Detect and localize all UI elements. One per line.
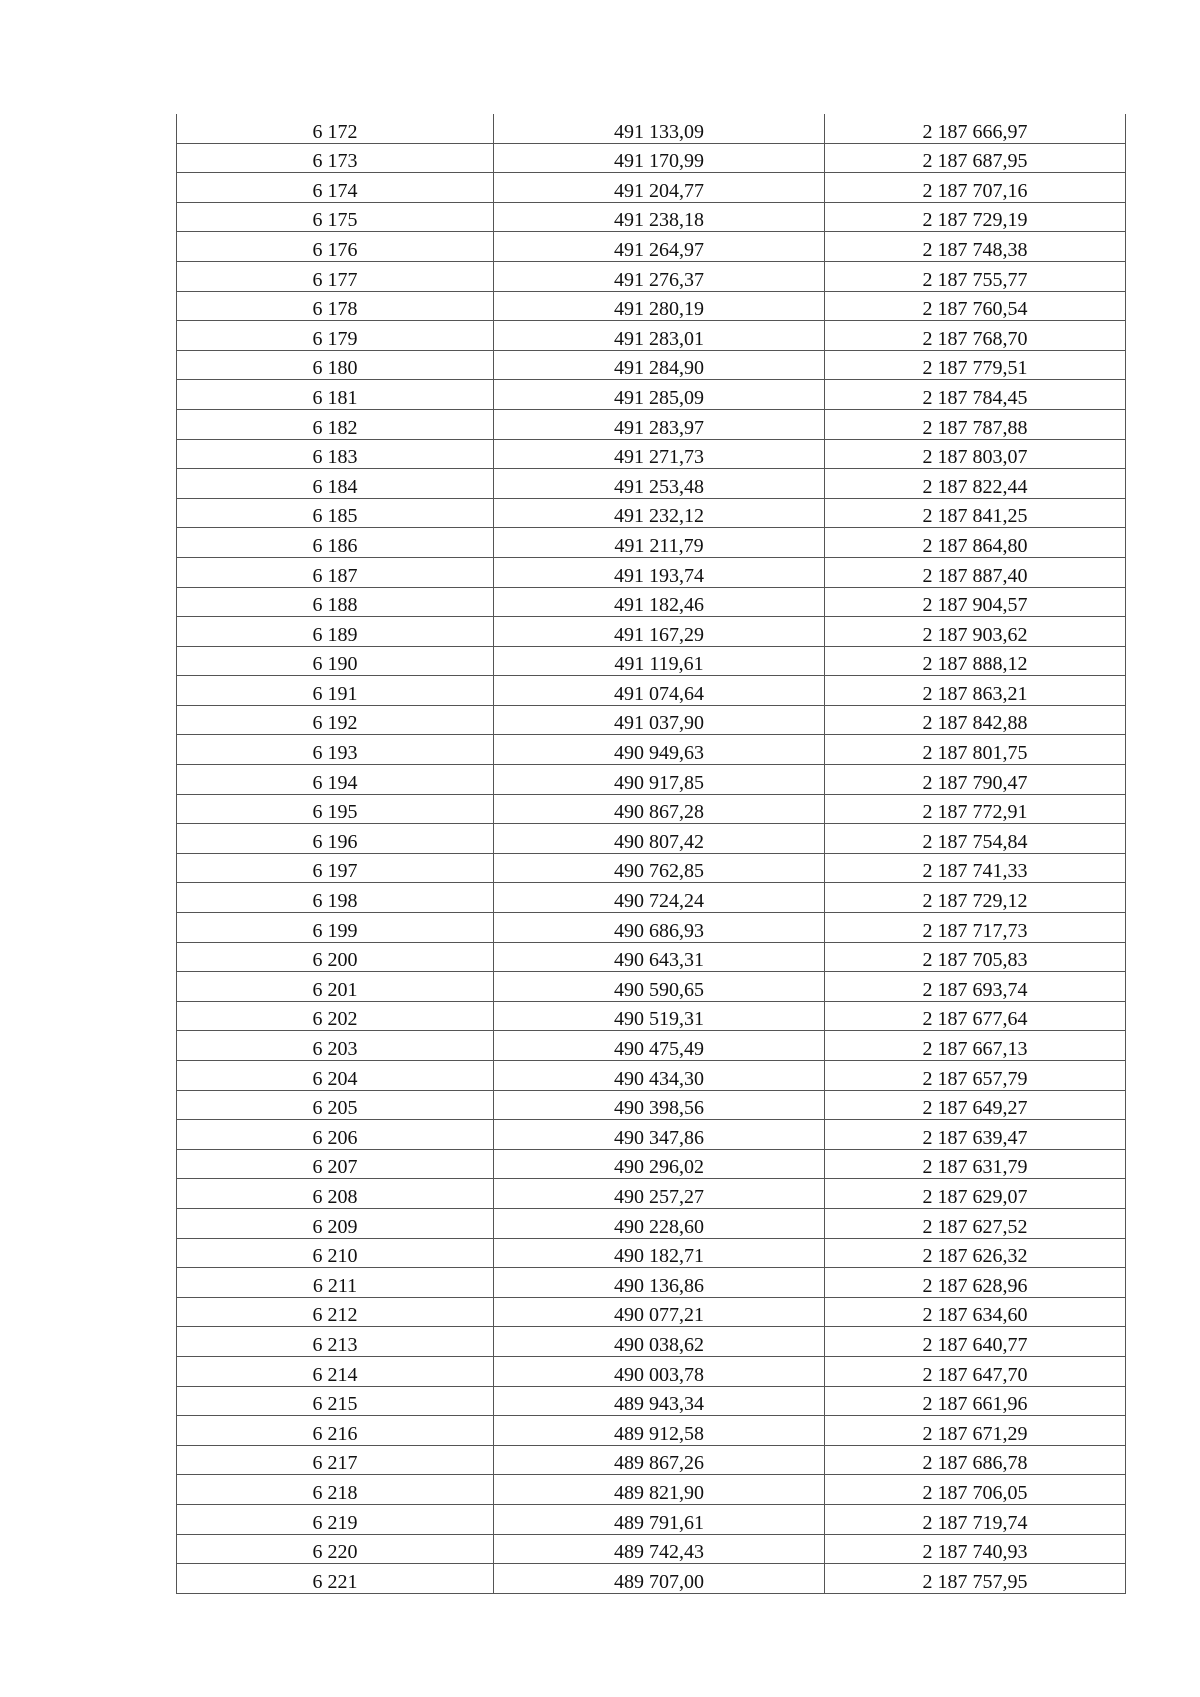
x-coordinate-cell: 490 643,31	[494, 942, 825, 972]
y-coordinate-cell: 2 187 760,54	[825, 291, 1126, 321]
x-coordinate-cell: 489 742,43	[494, 1534, 825, 1564]
x-coordinate-cell: 491 074,64	[494, 676, 825, 706]
point-number-cell: 6 180	[177, 350, 494, 380]
table-row	[177, 1001, 1126, 1031]
x-coordinate-cell: 491 167,29	[494, 617, 825, 647]
x-coordinate-cell: 490 686,93	[494, 913, 825, 943]
point-number-cell: 6 220	[177, 1534, 494, 1564]
x-coordinate-cell: 490 347,86	[494, 1120, 825, 1150]
x-coordinate-cell: 490 257,27	[494, 1179, 825, 1209]
point-number-cell: 6 194	[177, 765, 494, 795]
point-number-cell: 6 197	[177, 853, 494, 883]
x-coordinate-cell: 490 296,02	[494, 1149, 825, 1179]
y-coordinate-cell: 2 187 748,38	[825, 232, 1126, 262]
x-coordinate-cell: 490 590,65	[494, 972, 825, 1002]
y-coordinate-cell: 2 187 640,77	[825, 1327, 1126, 1357]
y-coordinate-cell: 2 187 707,16	[825, 173, 1126, 203]
point-number-cell: 6 198	[177, 883, 494, 913]
x-coordinate-cell: 491 119,61	[494, 646, 825, 676]
point-number-cell: 6 183	[177, 439, 494, 469]
x-coordinate-cell: 491 264,97	[494, 232, 825, 262]
x-coordinate-cell: 491 211,79	[494, 528, 825, 558]
x-coordinate-cell: 490 724,24	[494, 883, 825, 913]
y-coordinate-cell: 2 187 717,73	[825, 913, 1126, 943]
table-row	[177, 1416, 1126, 1446]
point-number-cell: 6 178	[177, 291, 494, 321]
table-row	[177, 853, 1126, 883]
y-coordinate-cell: 2 187 671,29	[825, 1416, 1126, 1446]
table-row	[177, 942, 1126, 972]
y-coordinate-cell: 2 187 639,47	[825, 1120, 1126, 1150]
y-coordinate-cell: 2 187 628,96	[825, 1268, 1126, 1298]
y-coordinate-cell: 2 187 629,07	[825, 1179, 1126, 1209]
point-number-cell: 6 212	[177, 1297, 494, 1327]
coordinates-table-body	[177, 114, 1126, 1593]
table-row	[177, 321, 1126, 351]
point-number-cell: 6 189	[177, 617, 494, 647]
table-row	[177, 1327, 1126, 1357]
table-row	[177, 409, 1126, 439]
table-row	[177, 794, 1126, 824]
y-coordinate-cell: 2 187 757,95	[825, 1564, 1126, 1594]
x-coordinate-cell: 490 867,28	[494, 794, 825, 824]
y-coordinate-cell: 2 187 803,07	[825, 439, 1126, 469]
x-coordinate-cell: 491 170,99	[494, 143, 825, 173]
table-row	[177, 469, 1126, 499]
table-row	[177, 528, 1126, 558]
point-number-cell: 6 182	[177, 409, 494, 439]
y-coordinate-cell: 2 187 801,75	[825, 735, 1126, 765]
point-number-cell: 6 172	[177, 114, 494, 143]
y-coordinate-cell: 2 187 864,80	[825, 528, 1126, 558]
y-coordinate-cell: 2 187 631,79	[825, 1149, 1126, 1179]
point-number-cell: 6 217	[177, 1445, 494, 1475]
y-coordinate-cell: 2 187 677,64	[825, 1001, 1126, 1031]
point-number-cell: 6 188	[177, 587, 494, 617]
table-row	[177, 498, 1126, 528]
table-row	[177, 1208, 1126, 1238]
point-number-cell: 6 221	[177, 1564, 494, 1594]
x-coordinate-cell: 489 821,90	[494, 1475, 825, 1505]
point-number-cell: 6 196	[177, 824, 494, 854]
x-coordinate-cell: 490 398,56	[494, 1090, 825, 1120]
table-row	[177, 1179, 1126, 1209]
point-number-cell: 6 203	[177, 1031, 494, 1061]
table-row	[177, 1238, 1126, 1268]
y-coordinate-cell: 2 187 687,95	[825, 143, 1126, 173]
y-coordinate-cell: 2 187 863,21	[825, 676, 1126, 706]
y-coordinate-cell: 2 187 755,77	[825, 261, 1126, 291]
table-row	[177, 913, 1126, 943]
table-row	[177, 202, 1126, 232]
x-coordinate-cell: 490 228,60	[494, 1208, 825, 1238]
x-coordinate-cell: 490 949,63	[494, 735, 825, 765]
table-row	[177, 1090, 1126, 1120]
table-row	[177, 972, 1126, 1002]
point-number-cell: 6 174	[177, 173, 494, 203]
point-number-cell: 6 219	[177, 1504, 494, 1534]
point-number-cell: 6 202	[177, 1001, 494, 1031]
table-row	[177, 824, 1126, 854]
x-coordinate-cell: 489 943,34	[494, 1386, 825, 1416]
y-coordinate-cell: 2 187 888,12	[825, 646, 1126, 676]
y-coordinate-cell: 2 187 634,60	[825, 1297, 1126, 1327]
x-coordinate-cell: 490 038,62	[494, 1327, 825, 1357]
y-coordinate-cell: 2 187 693,74	[825, 972, 1126, 1002]
x-coordinate-cell: 489 912,58	[494, 1416, 825, 1446]
y-coordinate-cell: 2 187 790,47	[825, 765, 1126, 795]
point-number-cell: 6 184	[177, 469, 494, 499]
x-coordinate-cell: 491 284,90	[494, 350, 825, 380]
y-coordinate-cell: 2 187 903,62	[825, 617, 1126, 647]
y-coordinate-cell: 2 187 740,93	[825, 1534, 1126, 1564]
point-number-cell: 6 181	[177, 380, 494, 410]
y-coordinate-cell: 2 187 842,88	[825, 705, 1126, 735]
point-number-cell: 6 187	[177, 557, 494, 587]
point-number-cell: 6 179	[177, 321, 494, 351]
y-coordinate-cell: 2 187 686,78	[825, 1445, 1126, 1475]
point-number-cell: 6 173	[177, 143, 494, 173]
x-coordinate-cell: 490 519,31	[494, 1001, 825, 1031]
table-row	[177, 1031, 1126, 1061]
point-number-cell: 6 214	[177, 1356, 494, 1386]
table-row	[177, 380, 1126, 410]
table-row	[177, 1061, 1126, 1091]
table-row	[177, 261, 1126, 291]
x-coordinate-cell: 491 238,18	[494, 202, 825, 232]
x-coordinate-cell: 491 133,09	[494, 114, 825, 143]
point-number-cell: 6 193	[177, 735, 494, 765]
point-number-cell: 6 211	[177, 1268, 494, 1298]
y-coordinate-cell: 2 187 741,33	[825, 853, 1126, 883]
y-coordinate-cell: 2 187 904,57	[825, 587, 1126, 617]
table-row	[177, 1534, 1126, 1564]
x-coordinate-cell: 491 276,37	[494, 261, 825, 291]
x-coordinate-cell: 491 271,73	[494, 439, 825, 469]
x-coordinate-cell: 491 253,48	[494, 469, 825, 499]
point-number-cell: 6 176	[177, 232, 494, 262]
table-row	[177, 114, 1126, 143]
table-row	[177, 350, 1126, 380]
y-coordinate-cell: 2 187 649,27	[825, 1090, 1126, 1120]
table-row	[177, 291, 1126, 321]
point-number-cell: 6 185	[177, 498, 494, 528]
point-number-cell: 6 200	[177, 942, 494, 972]
x-coordinate-cell: 490 807,42	[494, 824, 825, 854]
x-coordinate-cell: 490 762,85	[494, 853, 825, 883]
y-coordinate-cell: 2 187 822,44	[825, 469, 1126, 499]
table-row	[177, 705, 1126, 735]
x-coordinate-cell: 491 283,01	[494, 321, 825, 351]
x-coordinate-cell: 491 037,90	[494, 705, 825, 735]
y-coordinate-cell: 2 187 754,84	[825, 824, 1126, 854]
y-coordinate-cell: 2 187 647,70	[825, 1356, 1126, 1386]
x-coordinate-cell: 490 003,78	[494, 1356, 825, 1386]
point-number-cell: 6 177	[177, 261, 494, 291]
point-number-cell: 6 192	[177, 705, 494, 735]
y-coordinate-cell: 2 187 768,70	[825, 321, 1126, 351]
table-row	[177, 587, 1126, 617]
y-coordinate-cell: 2 187 657,79	[825, 1061, 1126, 1091]
point-number-cell: 6 201	[177, 972, 494, 1002]
point-number-cell: 6 215	[177, 1386, 494, 1416]
table-row	[177, 1445, 1126, 1475]
point-number-cell: 6 186	[177, 528, 494, 558]
x-coordinate-cell: 491 280,19	[494, 291, 825, 321]
table-row	[177, 1120, 1126, 1150]
table-row	[177, 232, 1126, 262]
x-coordinate-cell: 490 077,21	[494, 1297, 825, 1327]
y-coordinate-cell: 2 187 887,40	[825, 557, 1126, 587]
x-coordinate-cell: 491 232,12	[494, 498, 825, 528]
point-number-cell: 6 207	[177, 1149, 494, 1179]
table-row	[177, 1386, 1126, 1416]
point-number-cell: 6 208	[177, 1179, 494, 1209]
x-coordinate-cell: 491 193,74	[494, 557, 825, 587]
x-coordinate-cell: 491 182,46	[494, 587, 825, 617]
point-number-cell: 6 204	[177, 1061, 494, 1091]
x-coordinate-cell: 491 283,97	[494, 409, 825, 439]
y-coordinate-cell: 2 187 626,32	[825, 1238, 1126, 1268]
table-row	[177, 439, 1126, 469]
y-coordinate-cell: 2 187 661,96	[825, 1386, 1126, 1416]
x-coordinate-cell: 490 434,30	[494, 1061, 825, 1091]
y-coordinate-cell: 2 187 779,51	[825, 350, 1126, 380]
point-number-cell: 6 175	[177, 202, 494, 232]
y-coordinate-cell: 2 187 841,25	[825, 498, 1126, 528]
x-coordinate-cell: 490 136,86	[494, 1268, 825, 1298]
table-row	[177, 883, 1126, 913]
table-row	[177, 735, 1126, 765]
point-number-cell: 6 218	[177, 1475, 494, 1505]
table-row	[177, 1356, 1126, 1386]
x-coordinate-cell: 491 285,09	[494, 380, 825, 410]
y-coordinate-cell: 2 187 706,05	[825, 1475, 1126, 1505]
table-row	[177, 1504, 1126, 1534]
y-coordinate-cell: 2 187 719,74	[825, 1504, 1126, 1534]
x-coordinate-cell: 490 917,85	[494, 765, 825, 795]
table-row	[177, 765, 1126, 795]
table-row	[177, 143, 1126, 173]
point-number-cell: 6 216	[177, 1416, 494, 1446]
x-coordinate-cell: 491 204,77	[494, 173, 825, 203]
table-row	[177, 1564, 1126, 1594]
point-number-cell: 6 199	[177, 913, 494, 943]
point-number-cell: 6 210	[177, 1238, 494, 1268]
table-row	[177, 1297, 1126, 1327]
point-number-cell: 6 190	[177, 646, 494, 676]
table-row	[177, 646, 1126, 676]
point-number-cell: 6 206	[177, 1120, 494, 1150]
y-coordinate-cell: 2 187 787,88	[825, 409, 1126, 439]
y-coordinate-cell: 2 187 784,45	[825, 380, 1126, 410]
table-row	[177, 1268, 1126, 1298]
point-number-cell: 6 195	[177, 794, 494, 824]
table-row	[177, 1475, 1126, 1505]
x-coordinate-cell: 490 182,71	[494, 1238, 825, 1268]
x-coordinate-cell: 489 791,61	[494, 1504, 825, 1534]
y-coordinate-cell: 2 187 705,83	[825, 942, 1126, 972]
y-coordinate-cell: 2 187 729,12	[825, 883, 1126, 913]
x-coordinate-cell: 489 867,26	[494, 1445, 825, 1475]
y-coordinate-cell: 2 187 772,91	[825, 794, 1126, 824]
y-coordinate-cell: 2 187 667,13	[825, 1031, 1126, 1061]
x-coordinate-cell: 490 475,49	[494, 1031, 825, 1061]
y-coordinate-cell: 2 187 666,97	[825, 114, 1126, 143]
table-row	[177, 173, 1126, 203]
point-number-cell: 6 191	[177, 676, 494, 706]
table-row	[177, 1149, 1126, 1179]
point-number-cell: 6 205	[177, 1090, 494, 1120]
x-coordinate-cell: 489 707,00	[494, 1564, 825, 1594]
y-coordinate-cell: 2 187 729,19	[825, 202, 1126, 232]
table-row	[177, 557, 1126, 587]
table-row	[177, 676, 1126, 706]
point-number-cell: 6 209	[177, 1208, 494, 1238]
coordinates-table	[176, 114, 1126, 1594]
y-coordinate-cell: 2 187 627,52	[825, 1208, 1126, 1238]
point-number-cell: 6 213	[177, 1327, 494, 1357]
table-row	[177, 617, 1126, 647]
